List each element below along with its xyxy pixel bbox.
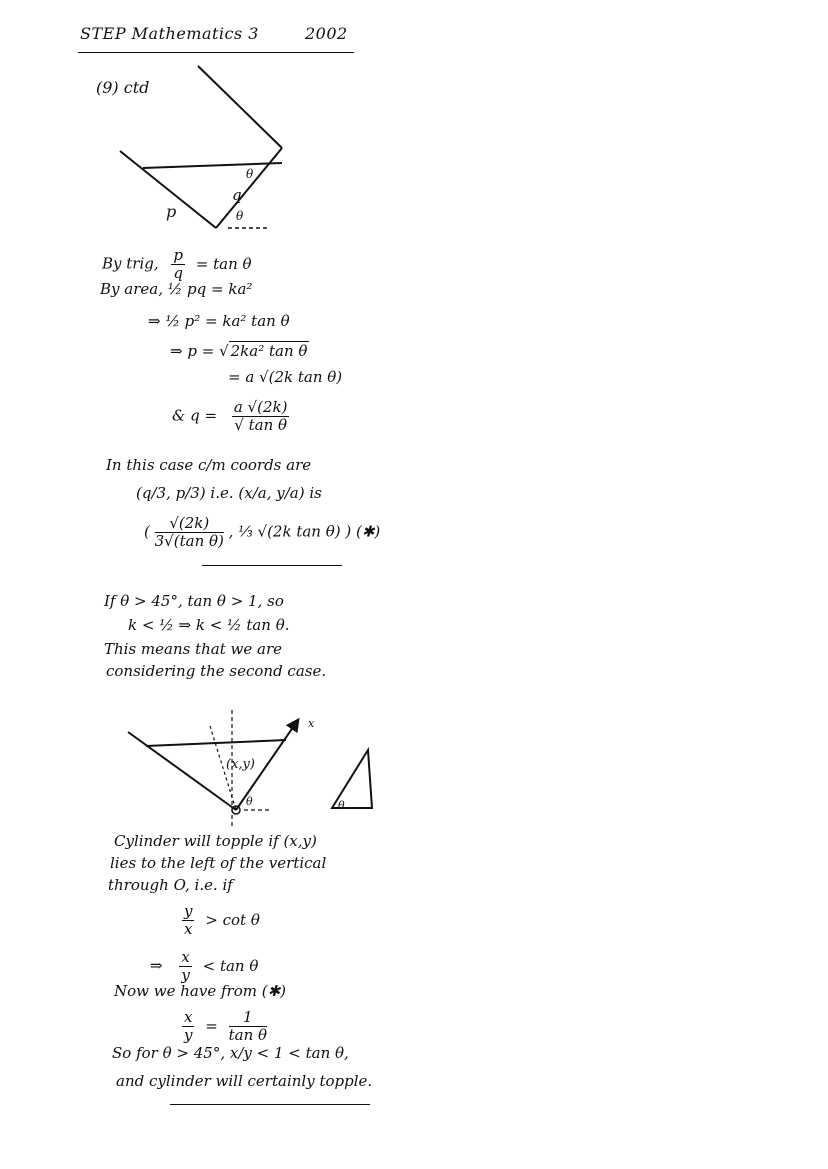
eq-right-fraction — [229, 1010, 267, 1043]
eq-left-fraction — [182, 1010, 194, 1043]
cond1-fraction — [182, 904, 194, 937]
step-4-numerator: a √(2k) — [233, 398, 288, 416]
step-4-lhs: & q = — [172, 406, 218, 425]
cond1-rest: > cot θ — [205, 910, 260, 929]
fig1-label-q: q — [232, 186, 242, 204]
cm-line-1: In this case c/m coords are — [106, 456, 312, 474]
section-rule-2 — [170, 1104, 370, 1105]
fig1-theta-top: θ — [246, 167, 254, 181]
p-over-q-denominator: q — [173, 264, 184, 282]
cond1-denominator: x — [184, 920, 193, 938]
fig2-point-label: (x,y) — [226, 757, 255, 772]
cond2-numerator: x — [181, 948, 190, 966]
condition-2 — [150, 950, 258, 983]
cm-rest: , ⅓ √(2k tan θ) ) (✱) — [228, 522, 381, 541]
condition-1 — [182, 904, 260, 937]
page-header-title: STEP Mathematics 3 — [80, 24, 259, 43]
step-3: = a √(2k tan θ) — [228, 368, 343, 386]
figure-cone-axes — [120, 710, 420, 830]
cond2-lhs: ⇒ — [150, 956, 163, 975]
fig1-label-p: p — [166, 202, 177, 221]
step-4-denominator: √ tan θ — [234, 416, 288, 434]
fig2-axis-x-label: x — [308, 717, 315, 730]
page-header-year: 2002 — [305, 24, 348, 43]
eq-left-numerator: x — [184, 1008, 193, 1026]
cm-open-paren: ( — [144, 522, 150, 541]
cm-denominator: 3√(tan θ) — [154, 532, 224, 550]
final-line: and cylinder will certainly topple. — [116, 1072, 373, 1090]
fig2-theta-label: θ — [246, 795, 253, 808]
header-rule — [78, 52, 354, 53]
cond2-denominator: y — [181, 966, 190, 984]
if1-line-3: This means that we are — [104, 640, 283, 658]
cm-fraction — [155, 516, 224, 549]
topple-line-2: lies to the left of the vertical — [110, 854, 327, 872]
section-rule-1 — [202, 565, 342, 566]
cm-numerator: √(2k) — [155, 516, 224, 533]
cm-line-3 — [144, 516, 380, 549]
eq-right-numerator: 1 — [229, 1010, 267, 1027]
step-2: ⇒ p = √ 2ka² tan θ — [170, 342, 308, 360]
so-line: So for θ > 45°, x/y < 1 < tan θ, — [112, 1044, 349, 1062]
cond2-fraction — [179, 950, 191, 983]
eq-mid: = — [205, 1016, 218, 1035]
fig1-theta-bottom: θ — [236, 209, 244, 223]
cm-line-2: (q/3, p/3) i.e. (x/a, y/a) is — [136, 484, 322, 502]
question-label: (9) ctd — [96, 78, 150, 97]
cond2-rest: < tan θ — [202, 956, 259, 975]
ratio-equation — [182, 1010, 267, 1043]
topple-line-3: through O, i.e. if — [108, 876, 233, 894]
by-trig-label: By trig, — [102, 254, 159, 273]
figure-tilted-container — [110, 60, 300, 240]
step-1: ⇒ ½ p² = ka² tan θ — [148, 312, 290, 330]
if1-line-1: If θ > 45°, tan θ > 1, so — [104, 592, 284, 610]
now-line: Now we have from (✱) — [114, 982, 286, 1000]
p-over-q-fraction — [171, 248, 185, 281]
by-area-line: By area, ½ pq = ka² — [100, 280, 253, 298]
if1-line-4: considering the second case. — [106, 662, 327, 680]
eq-tan: = tan θ — [195, 254, 252, 273]
step-2-lhs: ⇒ p = — [170, 342, 215, 360]
eq-right-denominator: tan θ — [228, 1026, 268, 1044]
eq-left-denominator: y — [183, 1026, 193, 1044]
topple-line-1: Cylinder will topple if (x,y) — [114, 832, 317, 850]
p-over-q-numerator: p — [173, 246, 184, 264]
cond1-numerator: y — [184, 902, 193, 920]
step-2-root: 2ka² tan θ — [230, 342, 308, 360]
fig2-small-theta-label: θ — [338, 799, 345, 812]
step-4 — [172, 400, 289, 433]
step-4-fraction — [232, 400, 290, 433]
by-trig-line — [102, 248, 252, 281]
if1-line-2: k < ½ ⇒ k < ½ tan θ. — [128, 616, 290, 634]
